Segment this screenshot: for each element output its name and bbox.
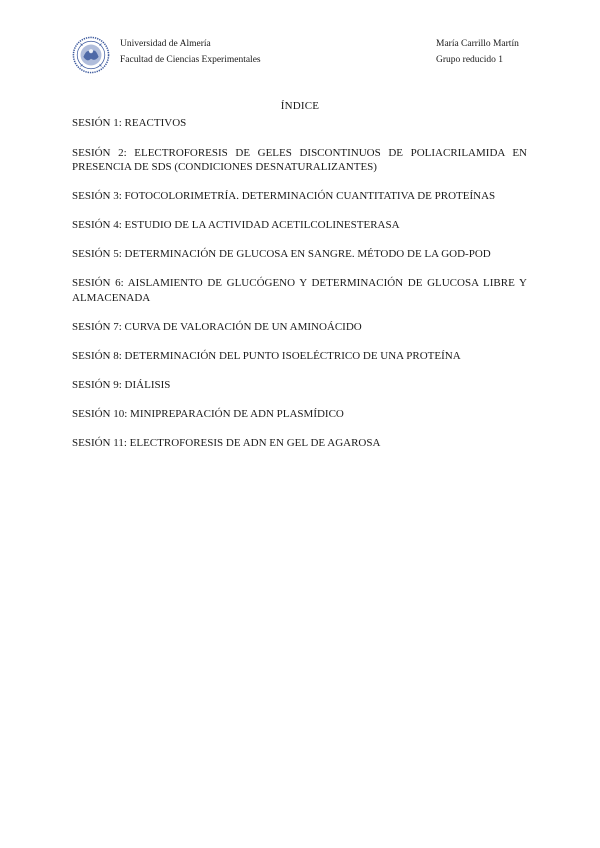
university-seal-icon [72,36,110,74]
author-name: María Carrillo Martín [436,39,519,49]
university-name: Universidad de Almería [120,39,211,49]
toc-item-sesion-5: SESIÓN 5: DETERMINACIÓN DE GLUCOSA EN SANGRE. MÉTODO DE LA GOD-POD [72,248,491,260]
toc-item-sesion-8: SESIÓN 8: DETERMINACIÓN DEL PUNTO ISOELÉCTRICO DE UNA PROTEÍNA [72,349,461,362]
toc-item-sesion-10: SESIÓN 10: MINIPREPARACIÓN DE ADN PLASMÍDICO [72,407,344,420]
toc-item-sesion-6: SESIÓN 6: AISLAMIENTO DE GLUCÓGENO Y DETERMINACIÓN DE GLUCOSA LIBRE Y ALMACENADA [72,277,527,304]
table-of-contents [72,116,527,465]
faculty-name: Facultad de Ciencias Experimentales [120,55,261,65]
toc-title: ÍNDICE [280,100,320,112]
toc-item-sesion-7: SESIÓN 7: CURVA DE VALORACIÓN DE UN AMINOÁCIDO [72,320,362,333]
toc-item-sesion-9: SESIÓN 9: DIÁLISIS [72,378,171,391]
toc-item-sesion-2: SESIÓN 2: ELECTROFORESIS DE GELES DISCONTINUOS DE POLIACRILAMIDA EN PRESENCIA DE SDS (CONDICIONES DESNATURALIZANTES) [72,146,527,173]
page-header [72,34,532,80]
toc-item-sesion-3: SESIÓN 3: FOTOCOLORIMETRÍA. DETERMINACIÓN CUANTITATIVA DE PROTEÍNAS [72,190,496,202]
group-name: Grupo reducido 1 [436,55,504,65]
toc-item-sesion-11: SESIÓN 11: ELECTROFORESIS DE ADN EN GEL DE AGAROSA [72,436,381,449]
toc-item-sesion-4: SESIÓN 4: ESTUDIO DE LA ACTIVIDAD ACETILCOLINESTERASA [72,219,400,231]
toc-item-sesion-1: SESIÓN 1: REACTIVOS [72,117,187,129]
